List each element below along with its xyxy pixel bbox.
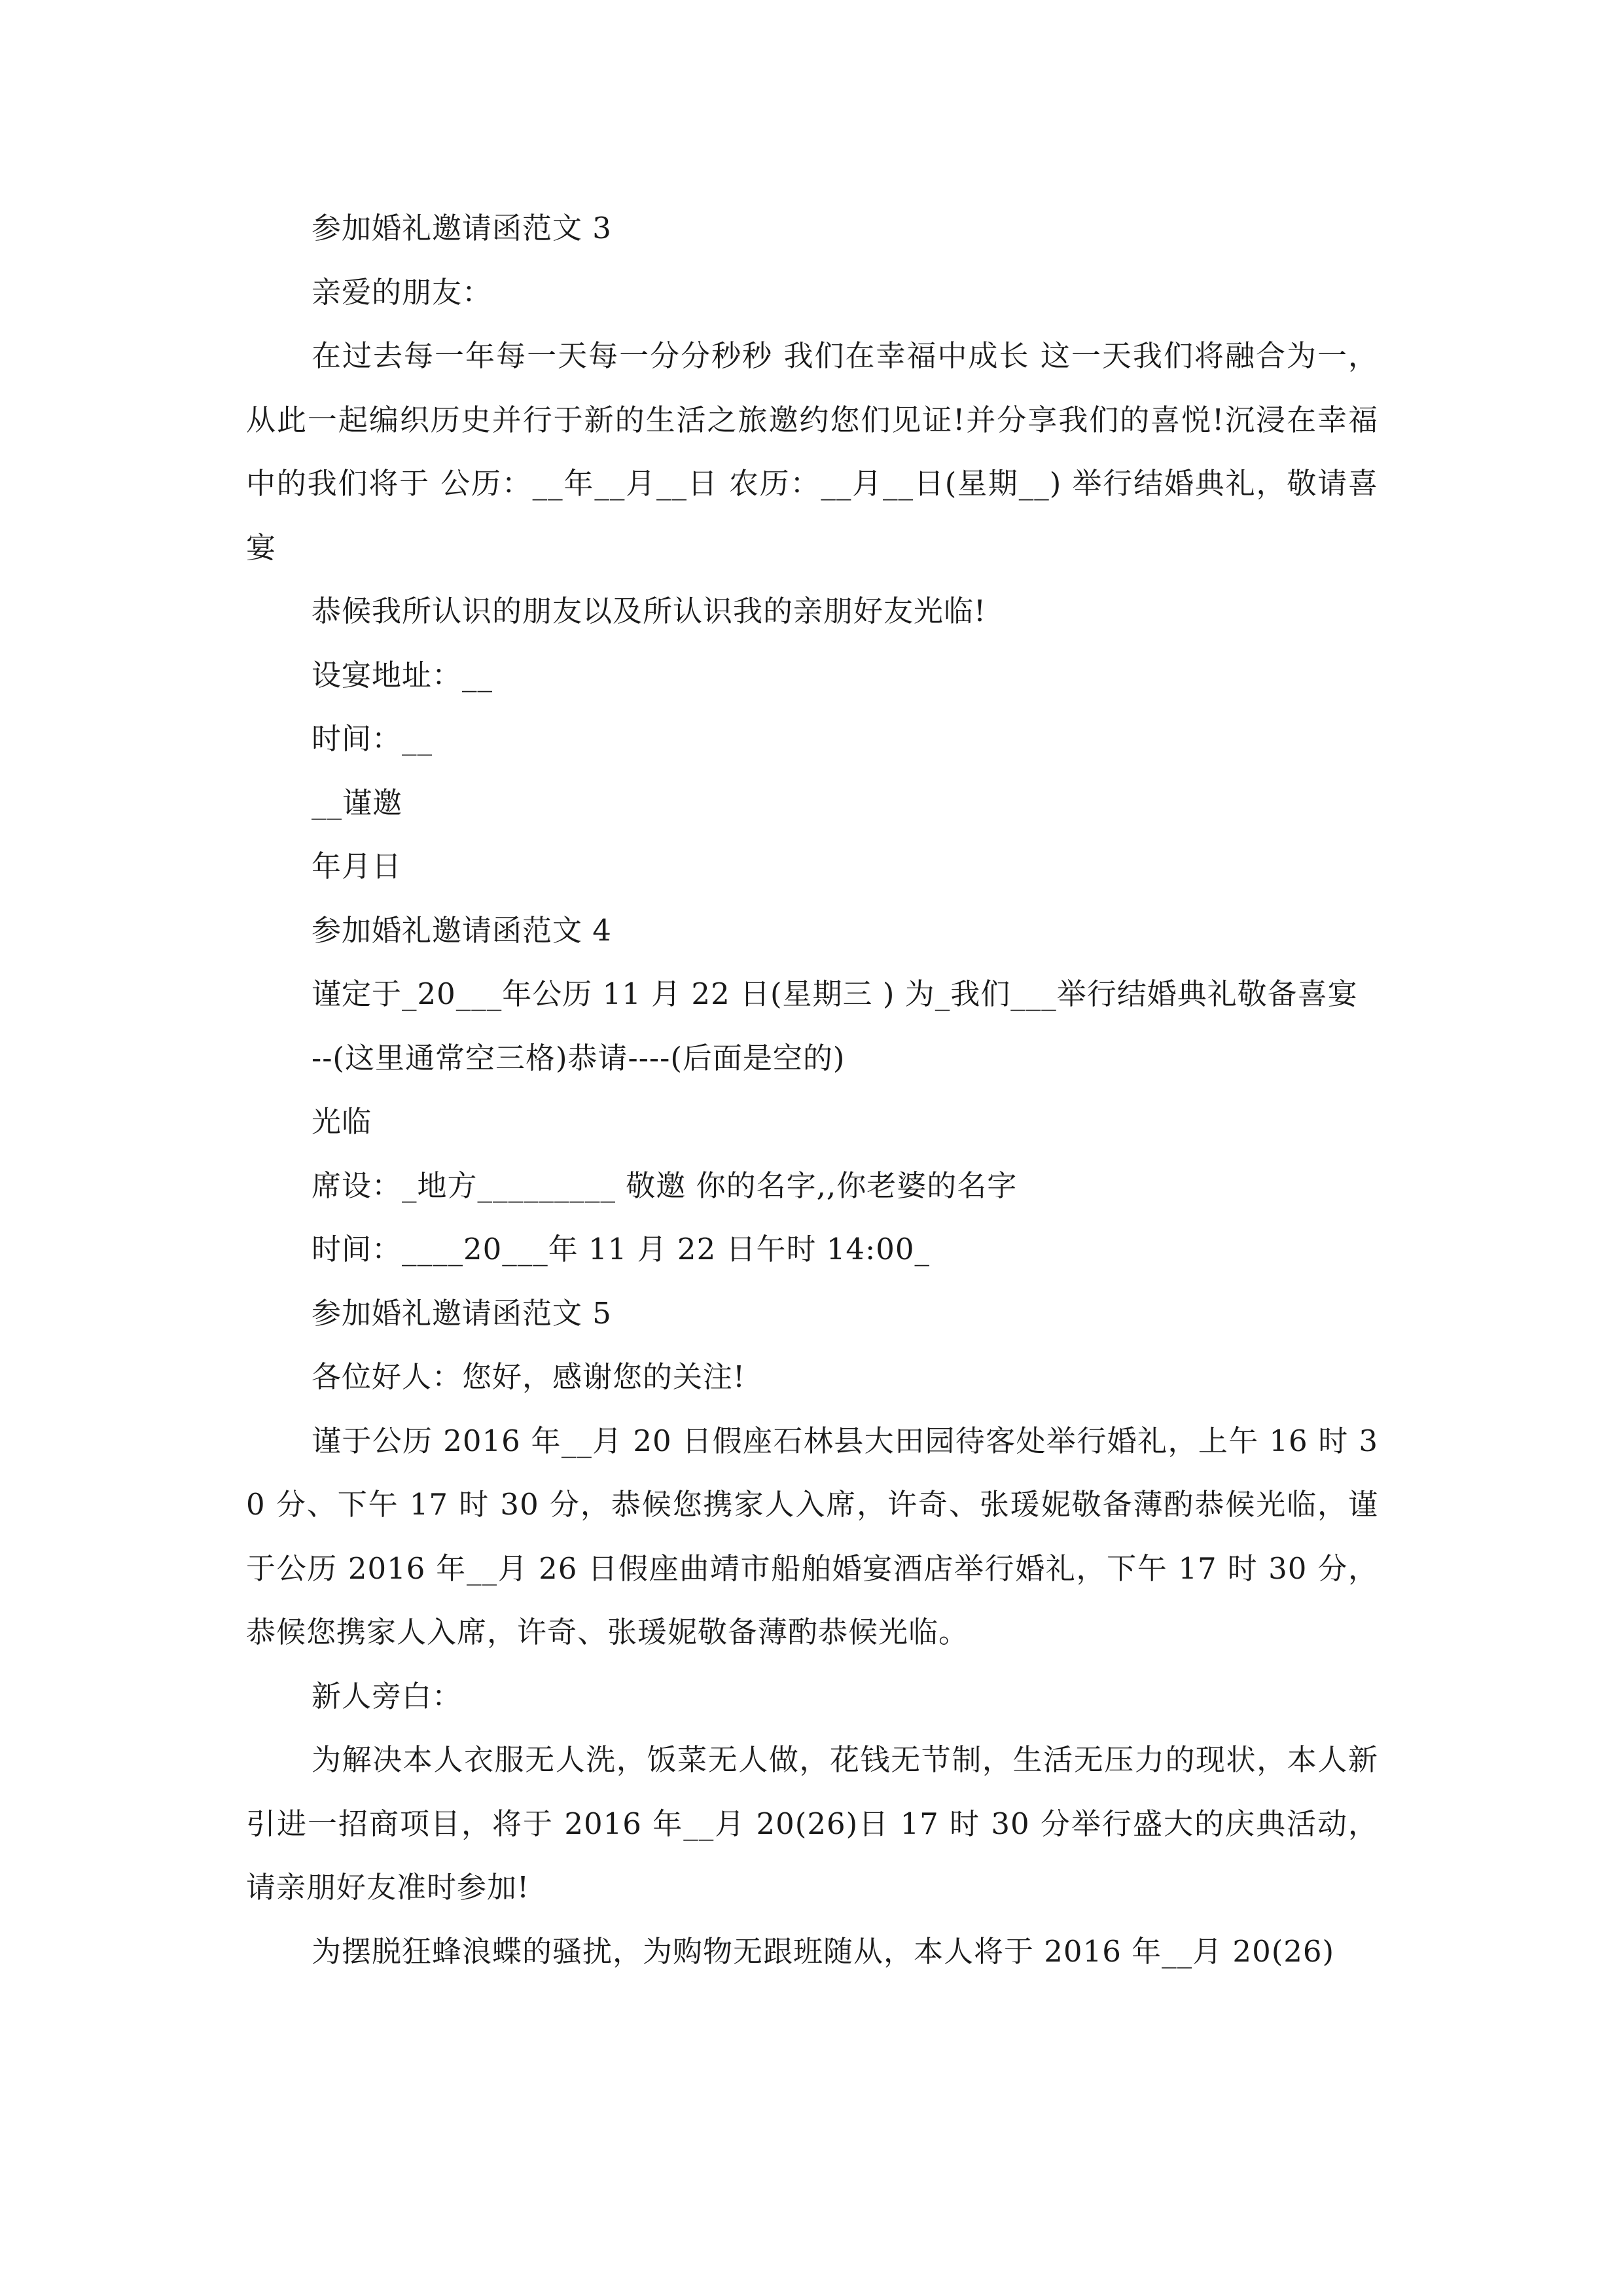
body-paragraph: 为摆脱狂蜂浪蝶的骚扰，为购物无跟班随从，本人将于 2016 年__月 20(26) [312, 1933, 1335, 1969]
body-paragraph: 谨于公历 2016 年__月 20 日假座石林县大田园待客处举行婚礼，上午 16 时 30 分、下午 17 时 30 分，恭候您携家人入席，许奇、张瑗妮敬备薄酌恭候光临，谨于公历 2016 年__月 26 日假座曲靖市船舶婚宴酒店举行婚礼，下午 17 时 30 分，恭候您携家人入席，许奇、张瑗妮敬备薄酌恭候光临。 [246, 1423, 1378, 1649]
body-paragraph: 光临 [312, 1104, 372, 1139]
section-heading-5: 参加婚礼邀请函范文 5 [312, 1295, 612, 1331]
body-paragraph: 为解决本人衣服无人洗，饭菜无人做，花钱无节制，生活无压力的现状，本人新引进一招商项目，将于 2016 年__月 20(26)日 17 时 30 分举行盛大的庆典活动，请亲朋好友准时参加! [246, 1742, 1378, 1905]
time-line: 时间：__ [312, 721, 433, 756]
signature-line: __谨邀 [312, 785, 403, 820]
salutation: 各位好人：您好，感谢您的关注! [312, 1359, 746, 1394]
time-line: 时间：____20___年 11 月 22 日午时 14:00_ [312, 1232, 930, 1266]
venue-line: 设宴地址：__ [312, 657, 493, 692]
body-paragraph: 恭候我所认识的朋友以及所认识我的亲朋好友光临! [312, 594, 987, 628]
date-line: 年月日 [312, 849, 402, 884]
document-body [246, 196, 1378, 1983]
venue-line: 席设：_地方_________ 敬邀 你的名字,,你老婆的名字 [312, 1168, 1018, 1203]
section-heading-4: 参加婚礼邀请函范文 4 [312, 912, 612, 948]
body-paragraph: --(这里通常空三格)恭请----(后面是空的) [312, 1040, 846, 1075]
section-heading-3: 参加婚礼邀请函范文 3 [312, 211, 612, 245]
salutation: 亲爱的朋友： [312, 274, 493, 310]
body-paragraph: 在过去每一年每一天每一分分秒秒 我们在幸福中成长 这一天我们将融合为一，从此一起编织历史并行于新的生活之旅邀约您们见证!并分享我们的喜悦!沉浸在幸福中的我们将于 公历：__年__月__日 农历：__月__日(星期__) 举行结婚典礼，敬请喜宴 [246, 338, 1378, 565]
body-paragraph: 新人旁白： [312, 1678, 463, 1713]
body-paragraph: 谨定于_20___年公历 11 月 22 日(星期三 ) 为_我们___举行结婚典礼敬备喜宴 [312, 977, 1358, 1011]
